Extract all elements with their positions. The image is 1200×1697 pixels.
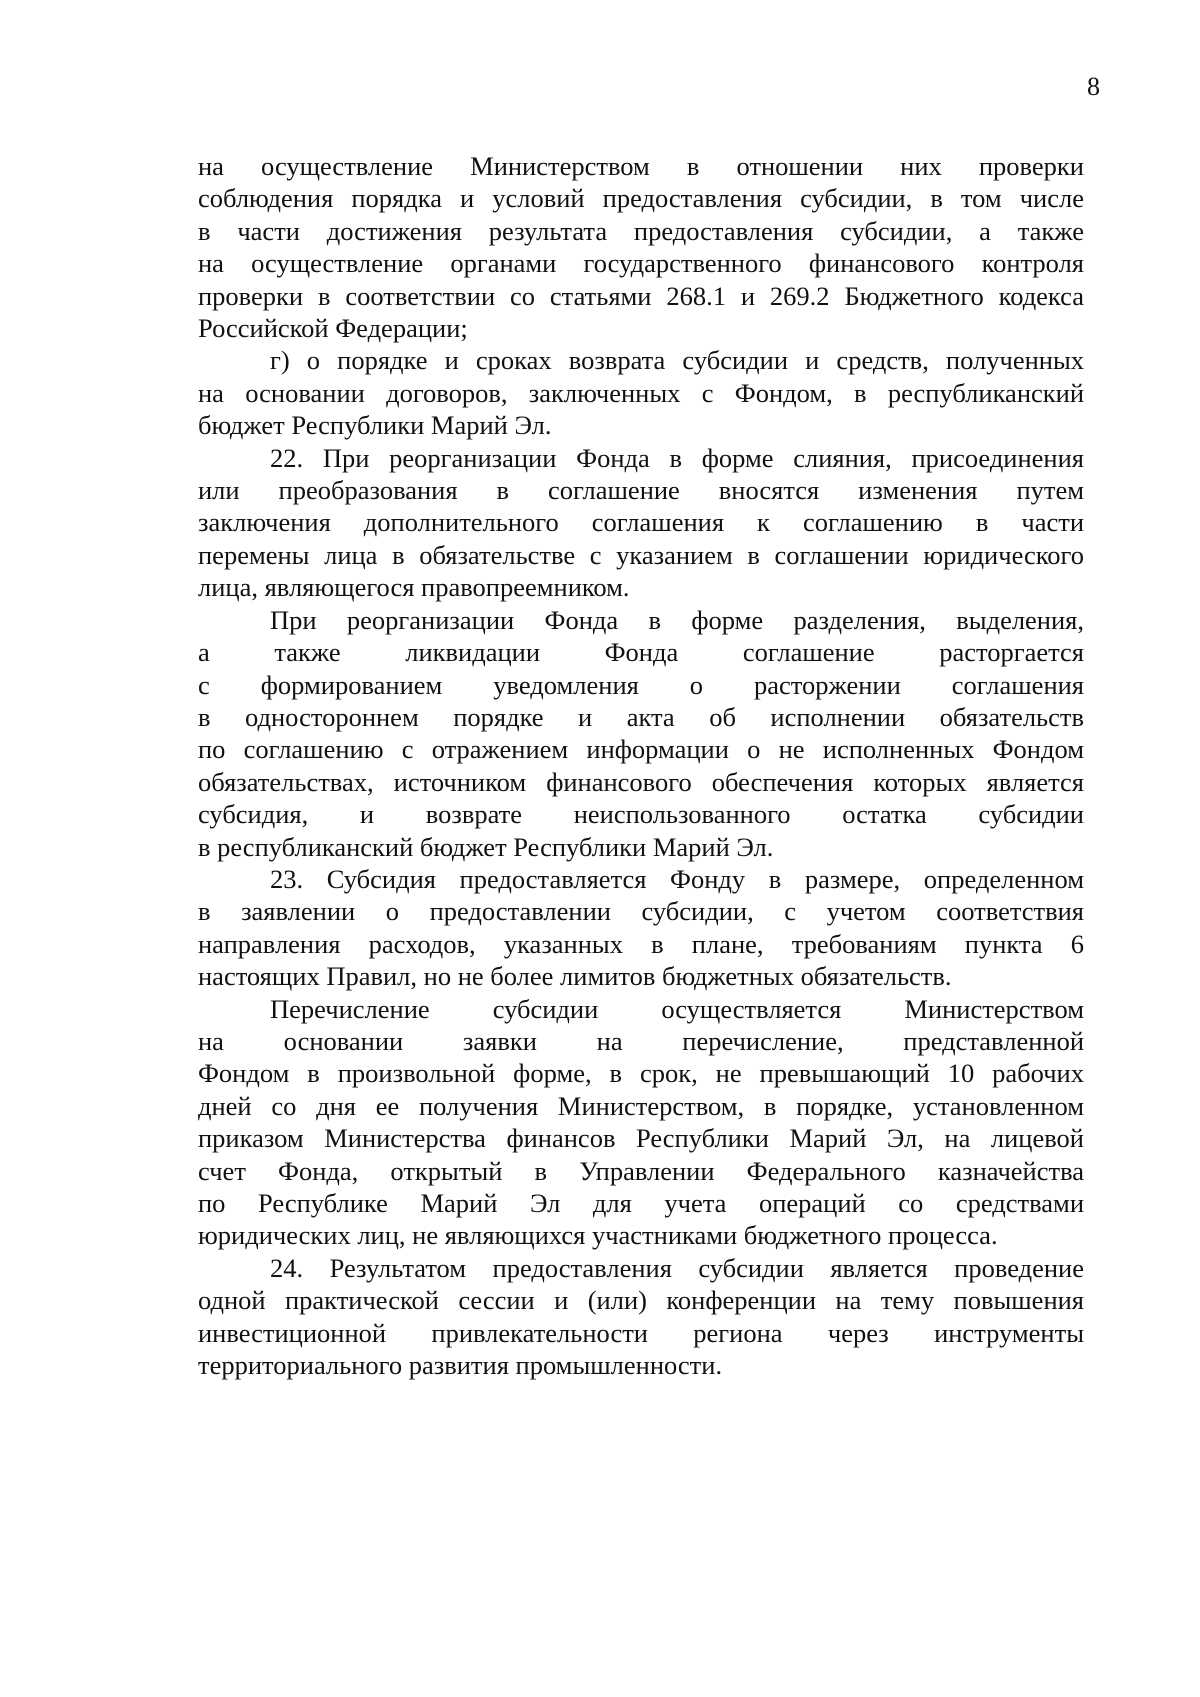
text-line: одной практической сессии и (или) конференции на тему повышения [198, 1285, 1084, 1316]
text-line: по соглашению с отражением информации о не исполненных Фондом [198, 734, 1084, 765]
paragraph [198, 1252, 1084, 1382]
text-line: на основании договоров, заключенных с Фондом, в республиканский [198, 377, 1084, 408]
document-body [198, 150, 1084, 1381]
text-line: 24. Результатом предоставления субсидии является проведение [270, 1252, 1084, 1283]
text-line: проверки в соответствии со статьями 268.1 и 269.2 Бюджетного кодекса [198, 280, 1084, 311]
text-line: 23. Субсидия предоставляется Фонду в размере, определенном [270, 863, 1084, 894]
text-line: в заявлении о предоставлении субсидии, с учетом соответствия [198, 896, 1084, 927]
text-line: 22. При реорганизации Фонда в форме слияния, присоединения [270, 442, 1084, 473]
text-line: по Республике Марий Эл для учета операций со средствами [198, 1188, 1084, 1218]
text-line: в части достижения результата предоставления субсидии, а также [198, 215, 1084, 246]
text-line: Перечисление субсидии осуществляется Министерством [270, 993, 1084, 1024]
paragraph [198, 863, 1084, 993]
text-line: При реорганизации Фонда в форме разделения, выделения, [270, 604, 1084, 635]
text-line: в республиканский бюджет Республики Марий Эл. [198, 831, 774, 862]
text-line: на осуществление Министерством в отношении них проверки [198, 151, 1084, 181]
text-line: а также ликвидации Фонда соглашение расторгается [198, 637, 1084, 668]
text-line: лица, являющегося правопреемником. [198, 572, 630, 603]
text-line: бюджет Республики Марий Эл. [198, 410, 552, 441]
paragraph [198, 604, 1084, 863]
text-line: субсидия, и возврате неиспользованного остатка субсидии [198, 799, 1084, 830]
paragraph [198, 442, 1084, 604]
text-line: с формированием уведомления о расторжении соглашения [198, 669, 1084, 700]
text-line: дней со дня ее получения Министерством, в порядке, установленном [198, 1090, 1084, 1121]
text-line: или преобразования в соглашение вносятся изменения путем [198, 475, 1084, 506]
text-line: в одностороннем порядке и акта об исполнении обязательств [198, 701, 1084, 732]
text-line: на осуществление органами государственного финансового контроля [198, 248, 1084, 279]
text-line: настоящих Правил, но не более лимитов бюджетных обязательств. [198, 961, 952, 992]
text-line: юридических лиц, не являющихся участниками бюджетного процесса. [198, 1220, 998, 1251]
text-line: обязательствах, источником финансового обеспечения которых является [198, 766, 1084, 797]
text-line: Фондом в произвольной форме, в срок, не превышающий 10 рабочих [198, 1058, 1084, 1089]
page-number: 8 [1087, 72, 1100, 101]
text-line: территориального развития промышленности. [198, 1350, 723, 1381]
paragraph [198, 150, 1084, 344]
text-line: Российской Федерации; [198, 313, 468, 344]
text-line: инвестиционной привлекательности региона через инструменты [198, 1317, 1084, 1348]
text-line: соблюдения порядка и условий предоставления субсидии, в том числе [198, 183, 1084, 214]
text-line: счет Фонда, открытый в Управлении Федерального казначейства [198, 1155, 1084, 1186]
text-line: заключения дополнительного соглашения к соглашению в части [198, 507, 1084, 538]
text-line: г) о порядке и сроках возврата субсидии и средств, полученных [270, 345, 1084, 376]
text-line: перемены лица в обязательстве с указанием в соглашении юридического [198, 539, 1084, 570]
text-line: направления расходов, указанных в плане, требованиям пункта 6 [198, 928, 1084, 959]
paragraph [198, 993, 1084, 1252]
text-line: приказом Министерства финансов Республики Марий Эл, на лицевой [198, 1123, 1084, 1154]
text-line: на основании заявки на перечисление, представленной [198, 1025, 1084, 1056]
paragraph [198, 344, 1084, 441]
